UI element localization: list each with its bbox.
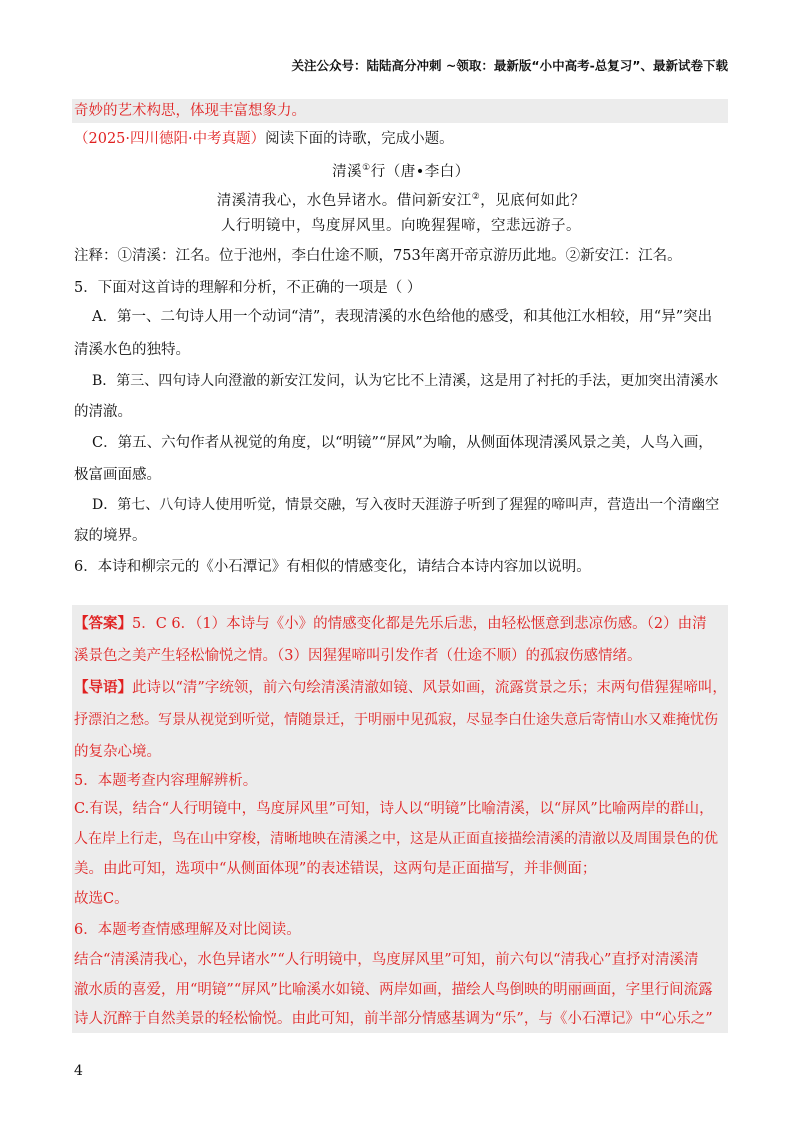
footnote-mark: ① (362, 163, 371, 173)
explanation-5-line-2: 人在岸上行走，鸟在山中穿梭，清晰地映在清溪之中，这是从正面直接描绘清溪的清澈以及周围景色的优 (74, 831, 718, 847)
explanation-5-line-3: 美。由此可知，选项中“从侧面体现”的表述错误，这两句是正面描写，并非侧面； (74, 861, 597, 877)
option-b-line-1: B．第三、四句诗人向澄澈的新安江发问，认为它比不上清溪，这是用了衬托的手法，更加突出清溪水 (92, 373, 719, 389)
explanation-5-line-1: C.有误，结合“人行明镜中，鸟度屏风里”可知，诗人以“明镜”比喻清溪，以“屏风”比喻两岸的群山， (74, 801, 714, 817)
poem-title (74, 157, 728, 183)
poem-text: ，见底何如此？ (480, 192, 586, 209)
explanation-6-heading: 6．本题考查情感理解及对比阅读。 (74, 922, 301, 938)
guide-line-3: 的复杂心境。 (74, 744, 161, 760)
explanation-5-line-4: 故选C。 (74, 891, 129, 907)
poem-title-part: 行（唐•李白） (370, 163, 470, 180)
answer-text: 5．C 6．（1）本诗与《小》的情感变化都是先乐后悲，由轻松惬意到悲凉伤感。（2）由清 (132, 616, 707, 632)
source-tag: （2025·四川德阳·中考真题） (74, 131, 266, 147)
guide-text: 此诗以“清”字统领，前六句绘清溪清澈如镜、风景如画，流露赏景之乐；末两句借猩猩啼叫， (132, 680, 727, 696)
guide-line-2: 抒漂泊之愁。写景从视觉到听觉，情随景迁，于明丽中见孤寂，尽显李白仕途失意后寄情山水又难掩忧伤 (74, 712, 718, 728)
page-header: 关注公众号：陆陆高分冲刺 ~领取：最新版“小中高考-总复习”、最新试卷下载 (291, 58, 728, 73)
page-number: 4 (74, 1063, 83, 1079)
poem-title-part: 清溪 (332, 163, 363, 180)
answer-line-1 (74, 613, 728, 635)
footnote-mark: ② (471, 192, 481, 202)
option-c-line-1: C．第五、六句作者从视觉的角度，以“明镜”“屏风”为喻，从侧面体现清溪风景之美，人鸟入画， (92, 435, 713, 451)
guide-line-1 (74, 677, 728, 699)
explanation-6-line-3: 诗人沉醉于自然美景的轻松愉悦。由此可知，前半部分情感基调为“乐”，与《小石潭记》中“心乐之” (74, 1011, 713, 1027)
explanation-6-line-1: 结合“清溪清我心，水色异诸水”“人行明镜中，鸟度屏风里”可知，前六句以“清我心”直抒对清溪清 (74, 952, 699, 968)
option-b-line-2: 的清澈。 (74, 404, 132, 420)
question-intro (74, 128, 728, 150)
poem-line-2: 人行明镜中，鸟度屏风里。向晚猩猩啼，空悲远游子。 (221, 218, 581, 234)
explanation-5-heading: 5．本题考查内容理解辨析。 (74, 773, 258, 789)
option-d-line-1: D．第七、八句诗人使用听觉，情景交融，写入夜时天涯游子听到了猩猩的啼叫声，营造出一个清幽空 (92, 497, 720, 513)
poem-line-1 (74, 186, 728, 212)
intro-text: 阅读下面的诗歌，完成小题。 (265, 131, 454, 147)
question-5-stem: 5．下面对这首诗的理解和分析，不正确的一项是（ ） (74, 280, 422, 296)
continuation-line: 奇妙的艺术构思，体现丰富想象力。 (74, 103, 306, 119)
guide-tag: 【导语】 (74, 679, 132, 696)
question-6-stem: 6．本诗和柳宗元的《小石潭记》有相似的情感变化，请结合本诗内容加以说明。 (74, 559, 591, 575)
answer-line-2: 溪景色之美产生轻松愉悦之情。（3）因猩猩啼叫引发作者（仕途不顺）的孤寂伤感情绪。 (74, 648, 642, 664)
answer-tag: 【答案】 (74, 615, 132, 632)
option-a-line-1: A．第一、二句诗人用一个动词“清”，表现清溪的水色给他的感受，和其他江水相较，用“异”突出 (92, 309, 713, 325)
poem-notes: 注释：①清溪：江名。位于池州，李白仕途不顺，753年离开帝京游历此地。②新安江：江名。 (74, 248, 682, 264)
option-c-line-2: 极富画面感。 (74, 467, 161, 483)
explanation-6-line-2: 澈水质的喜爱，用“明镜”“屏风”比喻溪水如镜、两岸如画，描绘人鸟倒映的明丽画面，字里行间流露 (74, 982, 713, 998)
option-a-line-2: 清溪水色的独特。 (74, 342, 190, 358)
option-d-line-2: 寂的境界。 (74, 528, 147, 544)
poem-text: 清溪清我心，水色异诸水。借问新安江 (216, 192, 472, 209)
